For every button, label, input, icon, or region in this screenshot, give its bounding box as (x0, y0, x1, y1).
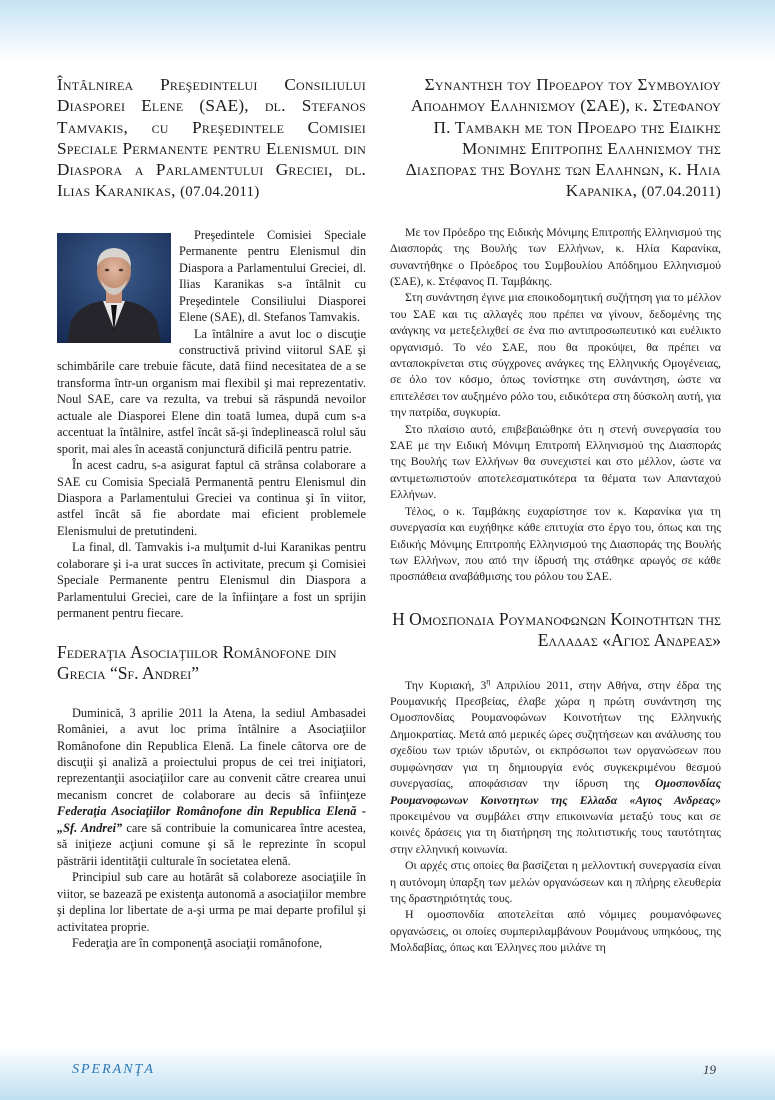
article-paragraph-el-2-2: Οι αρχές στις οποίες θα βασίζεται η μελλοντική συνεργασία είναι η αυτόνομη ύπαρξη των μελών οργανώσεων και η πλήρης ελευθερία της δραστηριότητάς τους. (390, 858, 721, 905)
article-paragraph-ro-2-1 (57, 705, 366, 870)
article-paragraph-el-2-3: Η ομοσπονδία αποτελείται από νόμιμες ρουμανόφωνες οργανώσεις, οι οποίες συμπεριλαμβάνουν Ρουμάνους υπηκόους, της Μολδαβίας, όπως και Έλληνες που μιλάνε τη (390, 907, 721, 955)
article-date-ro-1: (07.04.2011) (180, 184, 260, 201)
right-column (390, 70, 721, 956)
article-paragraph-el-1-2: Στη συνάντηση έγινε μια εποικοδομητική συζήτηση για το μέλλον του ΣΑΕ και τις αλλαγές που πρέπει να γίνουν, δεδομένης της ανάγκης να μετεξελιχθεί σε ένα πιο αντιπροσωπευτικό και ευέλικτο οργανισμό. Το νέο ΣΑΕ, που θα προκύψει, θα πρέπει να ανταποκρίνεται στις σύγχρονες ανάγκες της Ελληνικής Ομογένειας, σε όλο τον κόσμο, όπως τονίστηκε στη συνάντηση, ώστε να επιτελέσει τον αυξημένο ρόλο του, ειδικότερα στη δύσκολη αυτή, για την πατρίδα, συγκυρία. (390, 290, 721, 420)
federation-name-ro: Federaţia Asociaţiilor Românofone din Republica Elenă - „Sf. Andrei” (57, 804, 366, 835)
ordinal-superscript: η (486, 676, 491, 686)
article-title-ro-1-text: Întâlnirea Preşedintelui Consiliului Diasporei Elene (SAE), dl. Stefanos Tamvakis, cu Preşedintele Comisiei Speciale Permanente pentru Elenismul din Diaspora a Parlamentului Greciei, dl. Ilias Karanikas, (57, 75, 366, 201)
article-title-el-1-text: Συναντηση του Προεδρου του Συμβουλιου Αποδημου Ελληνισμου (ΣΑΕ), κ. Στεφανου Π. Ταμβακη με τον Προεδρο της Ειδικης Μονιμης Επιτροπης Ελληνισμου της Διασπορας της Βουλης των Ελληνων, κ. Ηλια Καρανικα, (405, 75, 721, 201)
article-paragraph-el-1-4: Τέλος, ο κ. Ταμβάκης ευχαρίστησε τον κ. Καρανίκα για τη συνεργασία και ευχήθηκε κάθε επιτυχία στο έργο του, όπως και της Ειδικής Μόνιμης Επιτροπής Ελληνισμού της Διασποράς της Βουλής των Ελλήνων, που από την ίδρυσή της στάθηκε αρωγός σε κάθε προσπάθεια αναβάθμισης του ρόλου του ΣΑΕ. (390, 503, 721, 584)
article-paragraph-el-1-1: Με τον Πρόεδρο της Ειδικής Μόνιμης Επιτροπής Ελληνισμού της Διασποράς της Βουλής των Ελλήνων, κ. Ηλία Καρανίκα, συναντήθηκε ο Πρόεδρος του Συμβουλίου Απόδημου Ελληνισμού (ΣΑΕ), κ. Στέφανος Π. Ταμβάκης. (390, 224, 721, 288)
article-title-el-1 (390, 74, 721, 204)
article-paragraph-ro-1-3: În acest cadru, s-a asigurat faptul că strânsa colaborare a SAE cu Comisia Specială Permanentă pentru Elenismul din Diaspora a Parlamentului Greciei va continua şi în viitor, astfel încât să fie abordate mai eficient problemele Elenismului de pretutindeni. (57, 458, 366, 538)
article-paragraph-ro-2-1c: care să contribuie la comunicarea între acestea, să iniţieze acţiuni comune şi să le reprezinte în scopul păstrării identităţii culturale în societatea elenă. (57, 820, 366, 868)
article-paragraph-el-2-1c: προκειμένου να συμβάλει στην επικοινωνία μεταξύ τους και σε κοινές δράσεις για τη διατήρηση της πολιτιστικής τους ταυτότητας στην ελληνική κοινωνία. (390, 808, 721, 856)
portrait-photo (57, 233, 171, 343)
federation-name-el: Ομοσπονδίας Ρουμανοφωνων Κοινοτητων της Ελλαδα «Αγιος Ανδρεας» (390, 776, 721, 807)
article-paragraph-el-1-3: Στο πλαίσιο αυτό, επιβεβαιώθηκε ότι η στενή συνεργασία του ΣΑΕ με την Ειδική Μόνιμη Επιτροπή Ελληνισμού της Διασποράς της Βουλής των Ελλήνων θα συνεχιστεί και στο μέλλον, ώστε να αντιμετωπιστούν αποτελεσματικότερα τα θέματα των Απανταχού Ελλήνων. (390, 421, 721, 502)
article-paragraph-ro-2-2: Principiul sub care au hotărât să colaboreze asociaţiile în viitor, se bazează pe existenţa autonomă a asociaţiilor membre şi deplina lor libertate de a-şi urma pe mai departe profilul şi activitatea proprie. (57, 870, 366, 934)
article-paragraph-el-2-1b: Απριλίου 2011, στην Αθήνα, στην έδρα της Ρουμανικής Πρεσβείας, έλαβε χώρα η πρώτη συνάντηση της Ομοσπονδίας Ρουμανοφώνων Κοινοτήτων της Ελληνικής Δημοκρατίας. Μετά από μερικές ώρες συζητήσεων και ανάλυσης του σχεδίου των τριών ιδρυτών, οι εκπρόσωποι των οργανώσεων που συμφώνησαν για τη δημιουργία ενός συγκεκριμένου θεσμού συνεργασίας, αποφάσισαν την ίδρυση της (390, 677, 721, 791)
article-title-ro-2: Federaţia Asociaţiilor Românofone din Grecia “Sf. Andrei” (57, 641, 337, 684)
article-title-ro-1 (57, 74, 366, 204)
article-paragraph-el-2-1 (390, 674, 721, 857)
article-paragraph-ro-1-4: La final, dl. Tamvakis i-a mulţumit d-lui Karanikas pentru colaborare şi i-a urat succes în activitate, precum şi Comisiei Speciale Permanente pentru Elenismul din Diaspora a Parlamentului Greciei, care de la înfiinţare a fost un sprijin permanent pentru fiecare. (57, 540, 366, 621)
article-paragraph-ro-2-1a: Duminică, 3 aprilie 2011 la Atena, la sediul Ambasadei României, a avut loc prima întâlnire a Asociaţiilor Românofone din Republica Elenă. La finele câtorva ore de discuţii şi analiză a proiectului propus de cei trei iniţiatori, reprezentanţii asociaţiilor care au convenit către crearea unui mecanism concret de colaborare au decis să înfiinţeze (57, 705, 366, 802)
article-title-el-2: Η Ομοσπονδια Ρουμανοφωνων Κοινοτητων της Ελλαδας «Αγιος Ανδρεας» (392, 608, 721, 651)
magazine-name: SPERANŢA (72, 1062, 155, 1077)
page-number: 19 (703, 1062, 716, 1077)
article-paragraph-ro-1-2: La întâlnire a avut loc o discuţie constructivă privind viitorul SAE şi schimbările care trebuie făcute, dată fiind necesitatea de a se transforma într-un organism mai flexibil şi mai reprezentativ. Noul SAE, care va rezulta, va trebui să răspundă nevoilor actuale ale Diasporei Elene din toată lumea, după cum s-a accentuat la întâlnire, astfel încât să-şi îndeplinească rolul său sporit, mai ales în această conjunctură dificilă pentru patrie. (57, 326, 366, 456)
portrait-photo-image (57, 233, 171, 343)
article-date-el-1: (07.04.2011) (641, 184, 721, 201)
article-paragraph-ro-1-1: Preşedintele Comisiei Speciale Permanente pentru Elenismul din Diaspora a Parlamentului Greciei, dl. Ilias Karanikas s-a întâlnit cu Preşedintele Consiliului Diasporei Elene (SAE), dl. Stefanos Tamvakis. (179, 227, 366, 325)
header-band (0, 0, 775, 62)
article-paragraph-ro-2-3: Federaţia are în componenţă asociaţii românofone, (72, 936, 323, 950)
left-column (57, 70, 366, 951)
article-paragraph-el-2-1a: Την Κυριακή, 3 (405, 677, 487, 692)
